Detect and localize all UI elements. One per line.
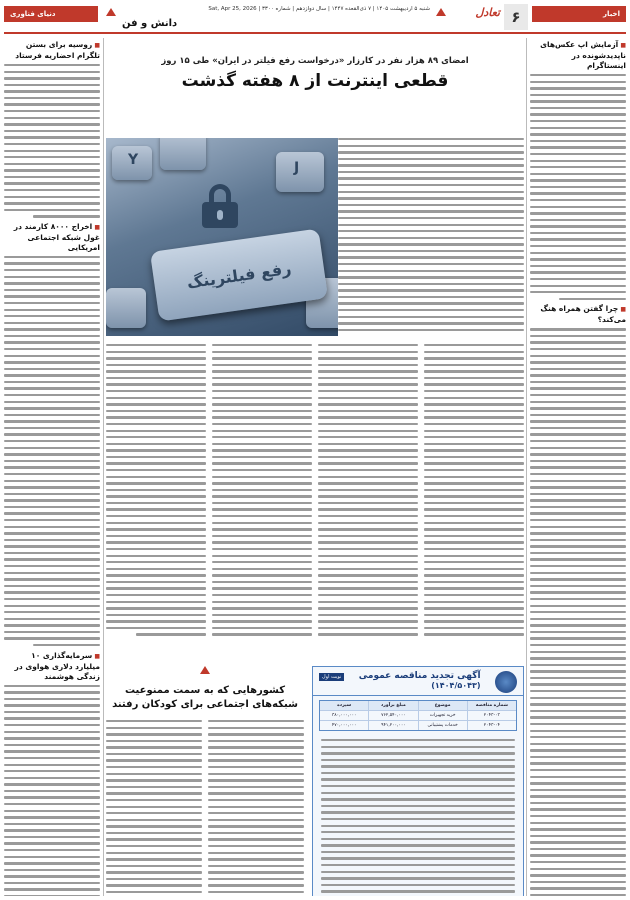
left-column [4,38,100,896]
story-title[interactable]: ■ چرا گفتن همراه هنگ می‌کند؟ [530,304,626,325]
story-title[interactable]: ■ اخراج ۸۰۰۰ کارمند در غول شبکه اجتماعی امریکایی [4,222,100,253]
table-row: ۲۰۴۳-۰۴ خدمات پشتیبانی ۹۴۱,۲۰۰,۰۰۰ ۴۷۰,۰۰۰,۰۰۰ [320,721,516,730]
table-header: شماره مناقصه موضوع مبلغ برآورد سپرده [320,701,516,711]
ad-number: (۱۴۰۴/۵۰۴۳) [431,681,481,690]
date-line: شنبه ۵ اردیبهشت ۱۴۰۵ | ۷ ذی‌القعده ۱۴۴۷ | سال دوازدهم | شماره ۳۳۰۰ | Sat, Apr 25, 2026 [208,6,430,12]
keyboard-key [106,288,146,328]
story-body [4,256,100,647]
article-column [212,344,312,662]
story-body [530,328,626,896]
right-column [530,38,626,896]
newspaper-logo: تعادل [475,6,500,19]
bottom-section [106,666,524,896]
triangle-icon [106,8,116,16]
unfilter-key [150,229,328,322]
ad-body [313,735,523,896]
story-title[interactable]: ■ روسیه برای بستن تلگرام احضاریه فرستاد [4,40,100,61]
article-column [106,720,202,896]
table-row: ۲۰۴۳-۰۳ خرید تجهیزات ۷۶۲,۵۴۰,۰۰۰ ۳۸۰,۰۰۰,۰۰۰ [320,711,516,721]
newspaper-page [4,4,626,896]
keyboard-key [160,138,206,170]
column-divider [103,38,104,896]
ad-table [319,700,517,731]
right-section-tag: اخبار [532,6,626,22]
main-column [106,38,524,896]
triangle-icon [436,8,446,16]
story-title[interactable]: ■ سرمایه‌گذاری ۱۰ میلیارد دلاری هواوی در زندگی هوشمند [4,651,100,682]
article-column [318,344,418,662]
triangle-icon [200,666,210,674]
ad-title: آگهی تجدید مناقصه عمومی [358,671,481,681]
bottom-article-title[interactable]: کشورهایی که به سمت ممنوعیت شبکه‌های اجتماعی برای کودکان رفتند [112,685,298,710]
section-title: دانش و فن [122,18,178,29]
column-divider [526,38,527,896]
article-column [424,344,524,662]
ad-badge: نوبت اول [319,673,344,681]
story-body [4,64,100,218]
article-column [106,344,206,662]
story-body [4,685,100,896]
key-letter: J [294,160,300,176]
keyboard-photo [106,138,338,336]
lock-icon [202,184,238,228]
company-logo-icon [495,671,517,693]
article-columns [106,344,524,662]
unfilter-key-text: رفع فیلترینگ [185,258,293,292]
lead-article [338,138,524,335]
main-headline[interactable]: قطعی اینترنت از ۸ هفته گذشت [181,71,449,91]
left-section-tag: دنیای فناوری [4,6,98,22]
article-column [208,720,304,896]
story-title[interactable]: ■ آزمایش اپ عکس‌های ناپدیدشونده در اینستاگرام [530,40,626,71]
keyboard-key [276,152,324,192]
story-body [530,74,626,300]
main-kicker: امضای ۸۹ هزار نفر در کارزار «درخواست رفع فیلتر در ایران» طی ۱۵ روز [161,56,469,66]
page-number: ۶ [504,4,528,30]
tender-advertisement[interactable] [312,666,524,896]
bottom-article [106,666,304,896]
key-letter: Y [128,152,139,168]
page-header [4,4,626,34]
